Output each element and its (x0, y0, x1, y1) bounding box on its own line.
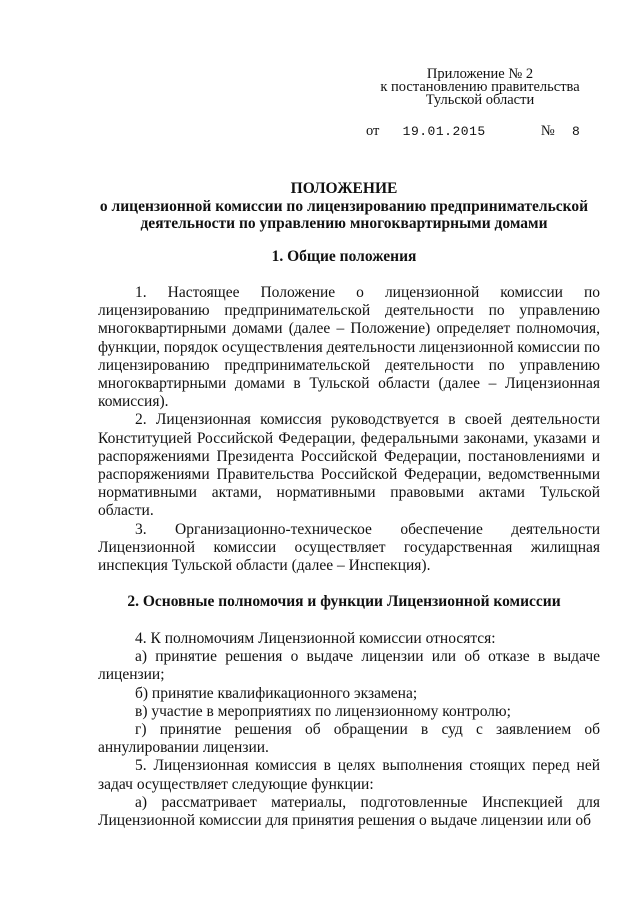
document-subtitle-1: о лицензионной комиссии по лицензированию предпринимательской (99, 198, 589, 215)
paragraph-4a: а) принятие решения о выдаче лицензии или об отказе в выдаче лицензии; (98, 648, 600, 684)
paragraph-5: 5. Лицензионная комиссия в целях выполнения стоящих перед ней задач осуществляет следующие функции: (98, 757, 600, 793)
annex-line-1: Приложение № 2 (426, 66, 534, 82)
document-title: ПОЛОЖЕНИЕ (290, 180, 398, 197)
paragraph-2: 2. Лицензионная комиссия руководствуется в своей деятельности Конституцией Российской Федерации, федеральными законами, указами и распоряжениями Президента Российской Федерации, постановлениями и распоряжениями Правительства Российской Федерации, ведомственными нормативными актами, нормативными правовыми актами Тульской области. (98, 411, 600, 520)
paragraph-4d: г) принятие решения об обращении в суд с заявлением об аннулировании лицензии. (98, 721, 600, 757)
document-subtitle-2: деятельности по управлению многоквартирными домами (140, 215, 548, 232)
paragraph-1: 1. Настоящее Положение о лицензионной комиссии по лицензированию предпринимательской деятельности по управлению многоквартирными домами (далее – Положение) определяет полномочия, функции, порядок осуществления деятельности лицензионной комиссии по лицензированию предпринимательской деятельности по управлению многоквартирными домами в Тульской области (далее – Лицензионная комиссия). (98, 284, 600, 411)
decree-date-row (366, 123, 580, 140)
paragraph-5a: а) рассматривает материалы, подготовленные Инспекцией для Лицензионной комиссии для принятия решения о выдаче лицензии или об (98, 793, 600, 830)
section-1-heading: 1. Общие положения (271, 248, 417, 265)
paragraph-4: 4. К полномочиям Лицензионной комиссии относятся: (135, 630, 496, 647)
date-from-label: от (366, 123, 380, 139)
paragraph-4c: в) участие в мероприятиях по лицензионному контролю; (135, 702, 511, 720)
decree-number: 8 (572, 124, 581, 139)
section-2-heading: 2. Основные полномочия и функции Лицензионной комиссии (127, 593, 561, 610)
annex-line-3: Тульской области (425, 92, 535, 108)
paragraph-3: 3. Организационно-техническое обеспечение деятельности Лицензионной комиссии осуществляет государственная жилищная инспекция Тульской области (далее – Инспекция). (98, 520, 600, 575)
section-2-body (98, 630, 600, 830)
annex-line-2: к постановлению правительства (380, 79, 580, 95)
section-1-body (98, 284, 600, 575)
decree-date: 19.01.2015 (402, 124, 486, 139)
number-label: № (540, 123, 555, 139)
paragraph-4b: б) принятие квалификационного экзамена; (135, 684, 418, 702)
